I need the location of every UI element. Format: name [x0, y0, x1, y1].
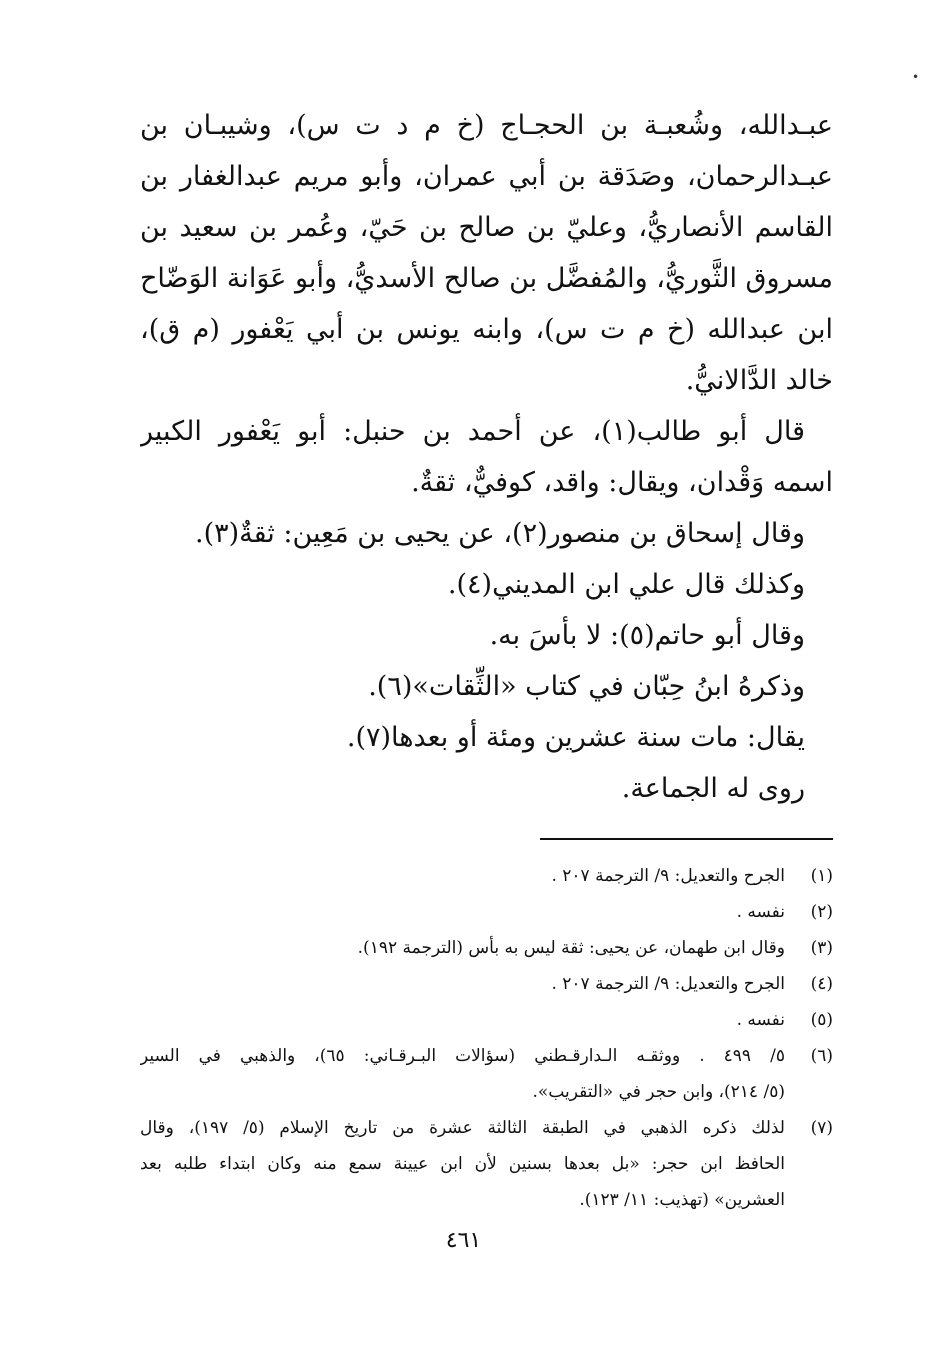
text-line: اسمه وَقْدان، ويقال: واقد، كوفيٌّ، ثقةٌ. [411, 467, 833, 498]
text-line: يقال: مات سنة عشرين ومئة أو بعدها(٧). [346, 722, 805, 753]
footnote-number: (٧) [810, 1118, 833, 1138]
footnote-number: (٦) [810, 1046, 833, 1066]
footnote-text: نفسه . [736, 902, 785, 922]
footnote [140, 1002, 833, 1038]
text-line: وقال أبو حاتم(٥): لا بأسَ به. [489, 620, 805, 651]
main-text-block [140, 100, 833, 814]
footnote [140, 966, 833, 1002]
text-line: وقال إسحاق بن منصور(٢)، عن يحيى بن مَعِين: ثقةٌ(٣). [194, 518, 805, 549]
footnote-text: (٥/ ٢١٤)، وابن حجر في «التقريب». [532, 1082, 785, 1102]
footnote [140, 858, 833, 894]
text-line: وكذلك قال علي ابن المديني(٤). [447, 569, 805, 600]
footnote [140, 1038, 833, 1110]
footnote-number: (٤) [810, 974, 833, 994]
text-line: خالد الدَّالانيُّ. [685, 365, 833, 396]
text-line: عبـدالرحمان، وصَدَقة بن أبي عمران، وأبو مريم عبدالغفار بن [140, 161, 833, 192]
footnote-text: ٥/ ٤٩٩ . ووثقـه الـدارقـطني (سؤالات البـرقـاني: ٦٥)، والذهبي في السير [140, 1046, 785, 1066]
text-line: روى له الجماعة. [621, 773, 805, 804]
text-line: قال أبو طالب(١)، عن أحمد بن حنبل: أبو يَعْفور الكبير [140, 416, 805, 447]
footnote-number: (٥) [810, 1010, 833, 1030]
footnote-text: وقال ابن طهمان، عن يحيى: ثقة ليس به بأس (الترجمة ١٩٢). [357, 938, 785, 958]
footnote-text: الحافظ ابن حجر: «بل بعدها بسنين لأن ابن عيينة سمع منه وكان ابتداء طلبه بعد [140, 1154, 785, 1174]
scan-speck: • [912, 70, 920, 84]
footnote-text: الجرح والتعديل: ٩/ الترجمة ٢٠٧ . [551, 866, 785, 886]
footnote [140, 1110, 833, 1218]
footnote-number: (١) [810, 866, 833, 886]
footnote-text: العشرين» (تهذيب: ١١/ ١٢٣). [579, 1190, 785, 1210]
footnote-number: (٢) [810, 902, 833, 922]
footnote-divider [540, 838, 833, 840]
footnote-text: الجرح والتعديل: ٩/ الترجمة ٢٠٧ . [551, 974, 785, 994]
text-line: ابن عبدالله (خ م ت س)، وابنه يونس بن أبي يَعْفور (م ق)، [140, 314, 833, 345]
page-number: ٤٦١ [445, 1228, 482, 1253]
text-line: القاسم الأنصاريُّ، وعليّ بن صالح بن حَيّ، وعُمر بن سعيد بن [140, 212, 833, 243]
footnote-number: (٣) [810, 938, 833, 958]
footnote-text: نفسه . [736, 1010, 785, 1030]
text-line: عبـدالله، وشُعبـة بن الحجـاج (خ م د ت س)، وشيبـان بن [140, 110, 833, 141]
text-line: مسروق الثَّوريُّ، والمُفضَّل بن صالح الأسديُّ، وأبو عَوَانة الوَضّاح [140, 263, 833, 294]
footnote-text: لذلك ذكره الذهبي في الطبقة الثالثة عشرة من تاريخ الإسلام (٥/ ١٩٧)، وقال [140, 1118, 785, 1138]
footnote [140, 894, 833, 930]
text-line: وذكرهُ ابنُ حِبّان في كتاب «الثِّقات»(٦). [368, 671, 805, 702]
footnotes-block [140, 858, 833, 1218]
footnote [140, 930, 833, 966]
